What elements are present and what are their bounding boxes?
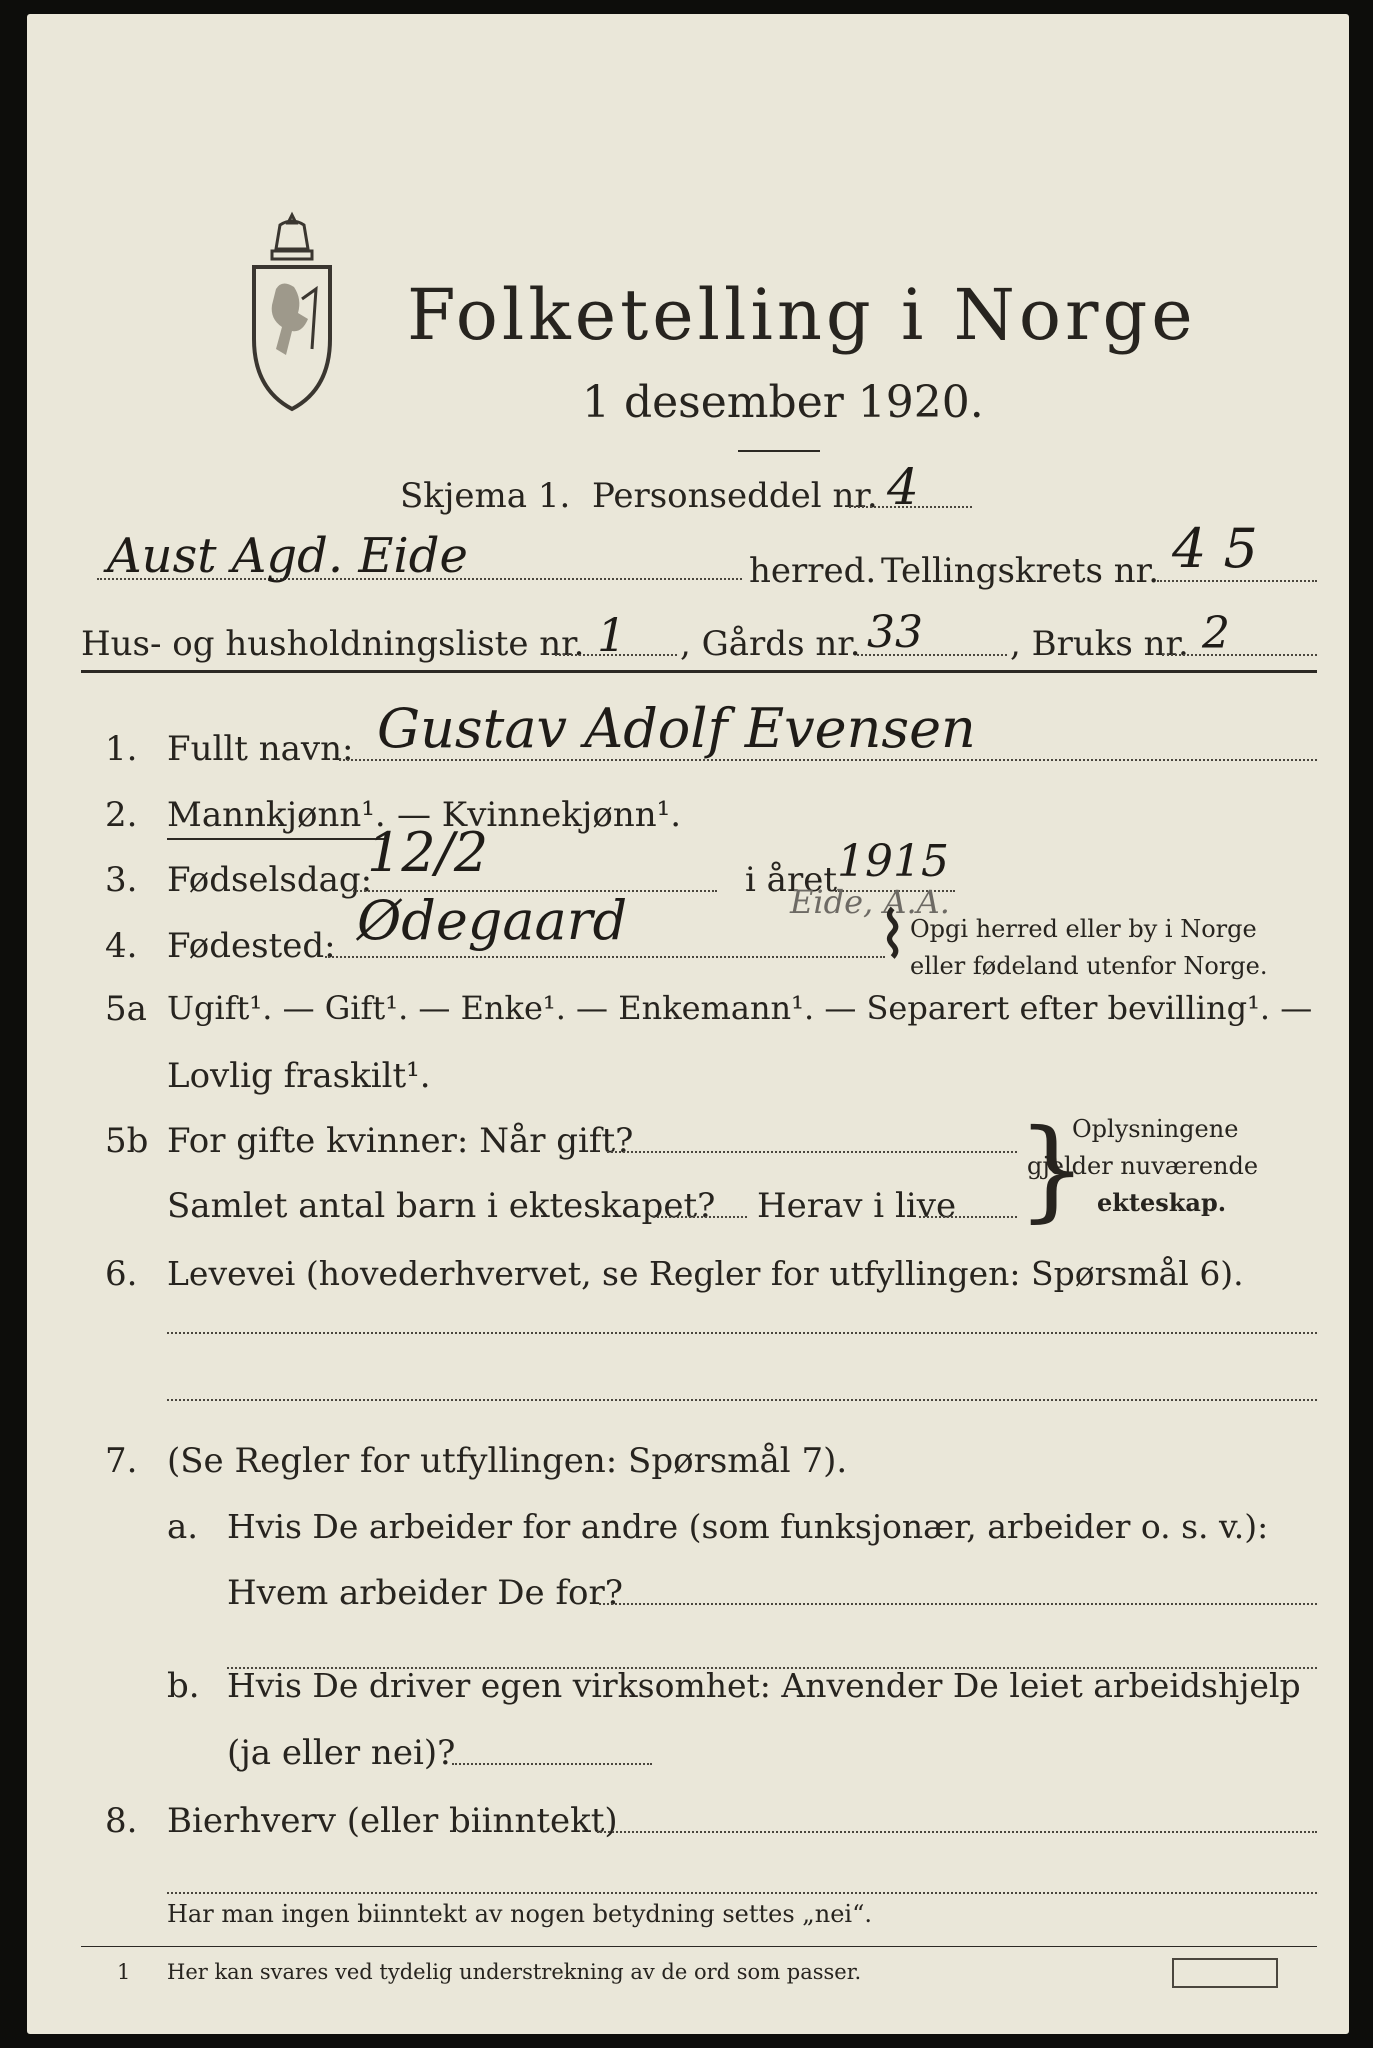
q7b-label-2: (ja eller nei)? (227, 1733, 456, 1773)
census-date: 1 desember 1920. (582, 377, 984, 428)
birthplace-value: Ødegaard (357, 889, 628, 952)
q7b-number: b. (167, 1666, 200, 1706)
q4-hint-1: Opgi herred eller by i Norge (910, 915, 1257, 943)
birth-date-value: 12/2 (367, 821, 489, 884)
personseddel-value: 4 (887, 458, 919, 516)
bruks-value: 2 (1202, 608, 1230, 659)
gards-value: 33 (867, 607, 923, 658)
q5b-line-1 (607, 1151, 1017, 1153)
footer-divider (81, 1946, 1317, 1947)
q1-number: 1. (105, 729, 138, 769)
q3-label: Fødselsdag: (167, 860, 373, 900)
husliste-label: Hus- og husholdningsliste nr. (81, 624, 585, 664)
footnote-number: 1 (117, 1960, 131, 1984)
herred-value: Aust Agd. Eide (107, 528, 468, 584)
q1-label: Fullt navn: (167, 729, 354, 769)
gender-male-underline (167, 838, 389, 840)
q6-line-2 (167, 1399, 1317, 1401)
header-divider (81, 670, 1317, 673)
gards-label: , Gårds nr. (680, 624, 861, 664)
q5b-line-3 (919, 1216, 1017, 1218)
printer-stamp (1172, 1958, 1278, 1988)
q8-number: 8. (105, 1801, 138, 1841)
tellingskrets-line (1157, 580, 1317, 582)
husliste-value: 1 (597, 608, 627, 662)
gender-male: Mannkjønn¹. (167, 795, 386, 835)
q5b-number: 5b (105, 1121, 149, 1161)
gender-female: — Kvinnekjønn¹. (397, 795, 682, 835)
q3-year-label: i året (745, 860, 837, 900)
q6-number: 6. (105, 1254, 138, 1294)
full-name-value: Gustav Adolf Evensen (377, 697, 976, 760)
birth-year-value: 1915 (837, 836, 949, 887)
q5b-label-2: Samlet antal barn i ekteskapet? (167, 1186, 716, 1226)
tellingskrets-label: Tellingskrets nr. (881, 551, 1160, 591)
q7b-line (452, 1763, 652, 1765)
q7-number: 7. (105, 1441, 138, 1481)
q7-label: (Se Regler for utfyllingen: Spørsmål 7). (167, 1441, 848, 1481)
q6-label: Levevei (hovederhvervet, se Regler for utfyllingen: Spørsmål 6). (167, 1254, 1244, 1293)
q2-number: 2. (105, 795, 138, 835)
q5b-note-1: Oplysningene (1072, 1115, 1239, 1143)
q5a-number: 5a (105, 989, 147, 1029)
bruks-label: , Bruks nr. (1010, 624, 1189, 664)
q7b-label: Hvis De driver egen virksomhet: Anvender De leiet arbeidshjelp (227, 1666, 1301, 1705)
marital-options-2: Lovlig fraskilt¹. (167, 1056, 431, 1096)
personseddel-label: Personseddel nr. (592, 476, 878, 516)
q4-brace: ⌇ (877, 899, 909, 973)
coat-of-arms-icon (242, 209, 342, 419)
q7a-line-1 (599, 1603, 1317, 1605)
marital-options: Ugift¹. — Gift¹. — Enke¹. — Enkemann¹. — Separert efter bevilling¹. — (167, 989, 1313, 1027)
q8-line-2 (167, 1892, 1317, 1894)
q7a-label-2: Hvem arbeider De for? (227, 1573, 623, 1613)
q4-number: 4. (105, 926, 138, 966)
q5b-brace: } (1017, 1105, 1087, 1233)
q8-label: Bierhverv (eller biinntekt) (167, 1801, 618, 1841)
q7a-label: Hvis De arbeider for andre (som funksjonær, arbeider o. s. v.): (227, 1507, 1269, 1546)
q5b-note-3: ekteskap. (1097, 1188, 1227, 1217)
form-title: Folketelling i Norge (407, 274, 1197, 356)
no-income-note: Har man ingen biinntekt av nogen betydning settes „nei“. (167, 1900, 872, 1928)
footnote-text: Her kan svares ved tydelig understrekning av de ord som passer. (167, 1960, 862, 1984)
q6-line-1 (167, 1332, 1317, 1334)
q5b-label-1: For gifte kvinner: Når gift? (167, 1121, 634, 1161)
q7a-number: a. (167, 1507, 199, 1547)
bruks-line (1162, 654, 1317, 656)
q4-hint-2: eller fødeland utenfor Norge. (910, 952, 1268, 980)
birthplace-annotation: Eide, A.A. (790, 883, 950, 921)
q3-number: 3. (105, 860, 138, 900)
herred-label: herred. (749, 551, 877, 591)
tellingskrets-value: 4 5 (1172, 517, 1258, 580)
q4-label: Fødested: (167, 926, 336, 966)
q4-line (325, 956, 885, 958)
q5b-note-2: gjelder nuværende (1027, 1152, 1259, 1180)
title-divider (738, 450, 820, 452)
census-form (27, 14, 1349, 2034)
skjema-label: Skjema 1. (400, 476, 571, 516)
q5b-label-3: Herav i live (757, 1186, 957, 1226)
q8-line-1 (597, 1831, 1317, 1833)
q5b-line-2 (653, 1216, 747, 1218)
